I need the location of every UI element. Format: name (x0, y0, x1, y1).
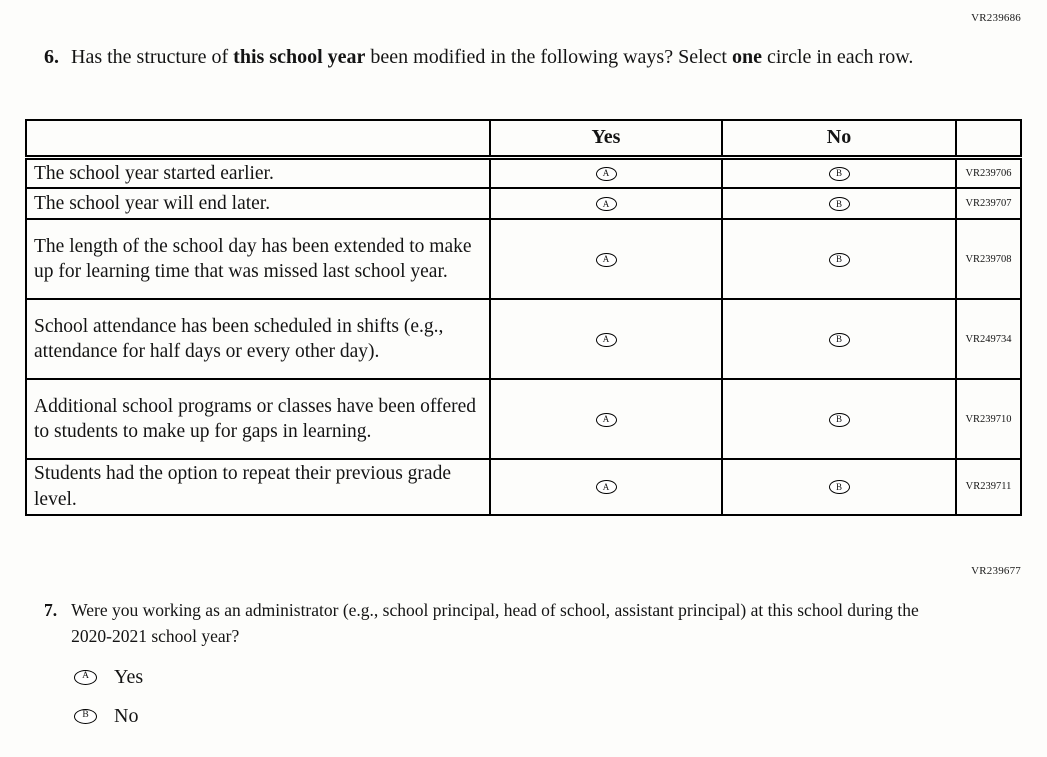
table-row (26, 459, 1021, 514)
row-code: VR239711 (956, 459, 1021, 514)
q6-bold-one: one (731, 46, 762, 68)
row-label: Additional school programs or classes have been offered to students to make up for gaps in learning. (26, 379, 490, 459)
bubble-letter: A (602, 481, 610, 492)
table-row (26, 379, 1021, 459)
header-no: No (722, 120, 956, 157)
no-cell (722, 379, 956, 459)
q6-text-part: circle in each row. (761, 46, 914, 68)
header-yes: Yes (490, 120, 722, 157)
table-row (26, 157, 1021, 188)
bubble-letter: A (602, 414, 610, 425)
option-b-bubble[interactable] (829, 333, 850, 347)
option-b-bubble[interactable] (829, 197, 850, 211)
table-row (26, 299, 1021, 379)
option-a-bubble[interactable] (74, 670, 97, 685)
option-a-bubble[interactable] (596, 333, 617, 347)
bubble-letter: A (602, 254, 610, 265)
option-a-bubble[interactable] (596, 167, 617, 181)
option-b-bubble[interactable] (829, 413, 850, 427)
option-a-bubble[interactable] (596, 480, 617, 494)
option-label: Yes (114, 666, 144, 688)
bubble-letter: B (835, 481, 842, 492)
bubble-letter: B (835, 334, 842, 345)
table-row (26, 188, 1021, 219)
no-cell (722, 299, 956, 379)
form-code-top: VR239686 (971, 12, 1021, 24)
option-b-bubble[interactable] (829, 253, 850, 267)
row-label: The length of the school day has been extended to make up for learning time that was missed last school year. (26, 219, 490, 299)
bubble-letter: A (602, 334, 610, 345)
option-b-bubble[interactable] (829, 167, 850, 181)
question-7-text: Were you working as an administrator (e.g., school principal, head of school, assistant principal) at this school during the 2020-2021 school year? (71, 600, 919, 647)
yes-cell (490, 459, 722, 514)
row-label: Students had the option to repeat their previous grade level. (26, 459, 490, 514)
option-b-bubble[interactable] (829, 480, 850, 494)
question-6-number: 6. (44, 46, 59, 68)
q7-option-no (74, 705, 143, 727)
no-cell (722, 459, 956, 514)
option-a-bubble[interactable] (596, 253, 617, 267)
header-empty-cell (26, 120, 490, 157)
bubble-letter: B (82, 710, 89, 721)
row-code: VR239708 (956, 219, 1021, 299)
q6-text-part: Has the structure of (71, 46, 234, 68)
row-label: The school year will end later. (26, 188, 490, 219)
q6-bold-this-school-year: this school year (233, 46, 366, 68)
row-code: VR239706 (956, 157, 1021, 188)
question-6-text (71, 44, 931, 71)
q6-text-part: been modified in the following ways? Select (365, 46, 732, 68)
q7-option-yes (74, 666, 143, 688)
no-cell (722, 219, 956, 299)
option-a-bubble[interactable] (596, 413, 617, 427)
option-b-bubble[interactable] (74, 709, 97, 724)
table-row (26, 219, 1021, 299)
row-code: VR249734 (956, 299, 1021, 379)
table-header-row (26, 120, 1021, 157)
question-6-table (25, 119, 1022, 516)
bubble-letter: B (835, 168, 842, 179)
bubble-letter: A (82, 671, 89, 682)
yes-cell (490, 379, 722, 459)
row-label: School attendance has been scheduled in shifts (e.g., attendance for half days or every other day). (26, 299, 490, 379)
question-7-number: 7. (44, 600, 58, 620)
bubble-letter: A (602, 198, 610, 209)
no-cell (722, 188, 956, 219)
row-code: VR239707 (956, 188, 1021, 219)
bubble-letter: A (602, 168, 610, 179)
option-label: No (114, 705, 139, 727)
question-7-options (74, 666, 143, 744)
yes-cell (490, 299, 722, 379)
bubble-letter: B (835, 198, 842, 209)
bubble-letter: B (835, 254, 842, 265)
yes-cell (490, 188, 722, 219)
yes-cell (490, 219, 722, 299)
header-code-cell (956, 120, 1021, 157)
row-label: The school year started earlier. (26, 157, 490, 188)
form-code-section: VR239677 (971, 565, 1021, 577)
question-6 (44, 44, 964, 71)
yes-cell (490, 157, 722, 188)
option-a-bubble[interactable] (596, 197, 617, 211)
bubble-letter: B (835, 414, 842, 425)
row-code: VR239710 (956, 379, 1021, 459)
no-cell (722, 157, 956, 188)
question-7 (44, 597, 994, 650)
